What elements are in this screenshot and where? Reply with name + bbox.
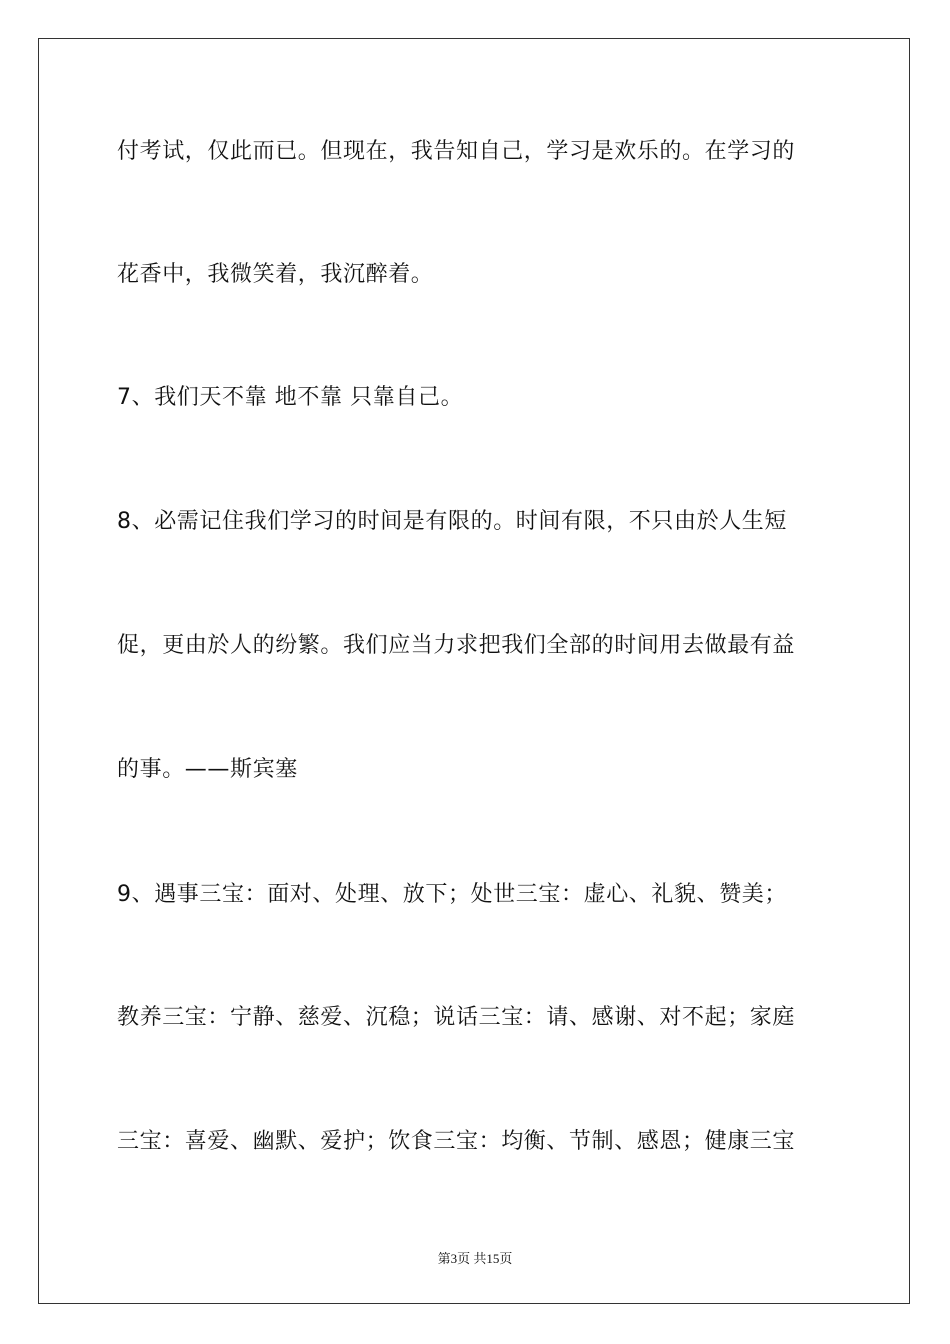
page-border — [38, 38, 910, 1304]
text-line: 促，更由於人的纷繁。我们应当力求把我们全部的时间用去做最有益 — [117, 633, 796, 658]
text-line: 三宝：喜爱、幽默、爱护；饮食三宝：均衡、节制、感恩；健康三宝 — [117, 1129, 796, 1154]
text-line: 的事。——斯宾塞 — [117, 757, 298, 782]
text-line: 8、必需记住我们学习的时间是有限的。时间有限，不只由於人生短 — [117, 509, 787, 534]
text-line: 9、遇事三宝：面对、处理、放下；处世三宝：虚心、礼貌、赞美； — [117, 882, 787, 907]
text-line: 7、我们天不靠 地不靠 只靠自己。 — [117, 385, 464, 410]
text-line: 付考试，仅此而已。但现在，我告知自己，学习是欢乐的。在学习的 — [117, 139, 796, 164]
page-number-footer: 第3页 共15页 — [437, 1251, 513, 1266]
text-line: 花香中，我微笑着，我沉醉着。 — [117, 262, 434, 287]
text-line: 教养三宝：宁静、慈爱、沉稳；说话三宝：请、感谢、对不起；家庭 — [117, 1005, 796, 1030]
